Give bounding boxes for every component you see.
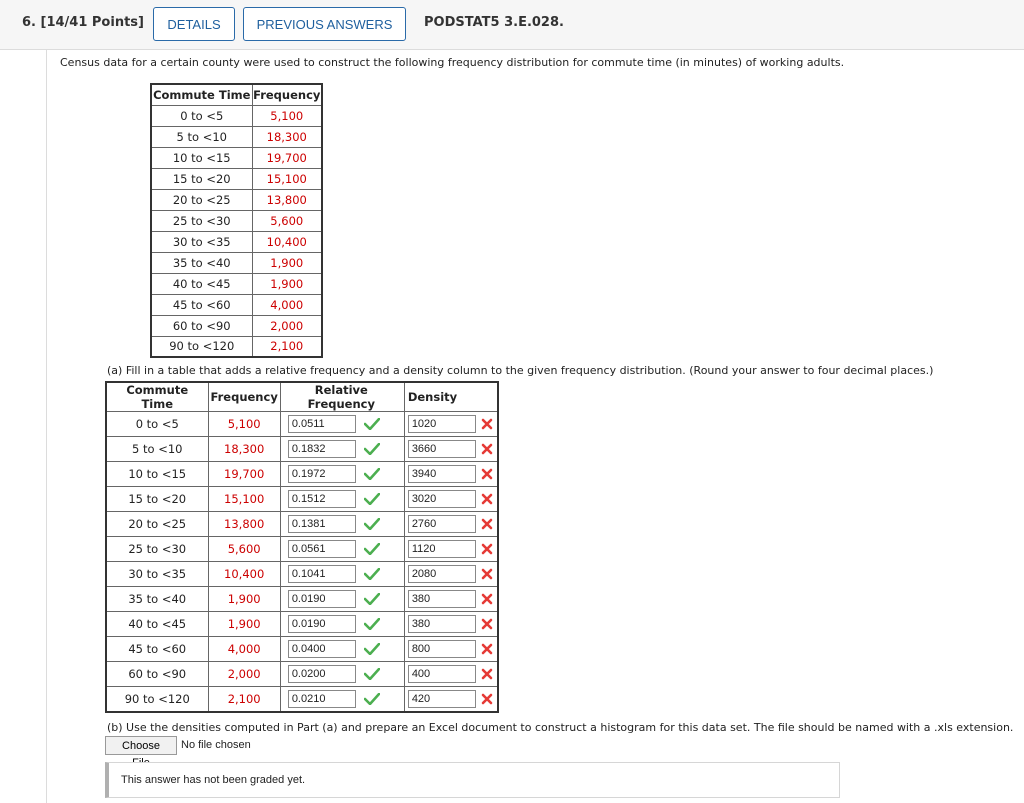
frequency-cell: 5,100: [208, 412, 280, 437]
commute-time-cell: 25 to <30: [151, 210, 252, 231]
left-divider: [46, 50, 47, 803]
commute-time-cell: 40 to <45: [106, 612, 208, 637]
commute-time-cell: 10 to <15: [106, 462, 208, 487]
commute-time-cell: 30 to <35: [151, 231, 252, 252]
relative-frequency-input[interactable]: 0.0561: [288, 540, 356, 558]
relative-frequency-input[interactable]: 0.0190: [288, 615, 356, 633]
relative-frequency-cell: [280, 637, 404, 662]
relative-frequency-cell: [280, 687, 404, 712]
frequency-cell: 13,800: [252, 189, 322, 210]
question-code: PODSTAT5 3.E.028.: [424, 15, 564, 30]
table-row: [106, 637, 498, 662]
x-icon: [481, 643, 493, 655]
frequency-cell: 5,600: [208, 537, 280, 562]
table-row: [106, 487, 498, 512]
relative-frequency-cell: [280, 437, 404, 462]
frequency-cell: 2,100: [208, 687, 280, 712]
relative-frequency-input[interactable]: 0.0400: [288, 640, 356, 658]
density-cell: [404, 412, 498, 437]
relative-frequency-cell: [280, 612, 404, 637]
density-input[interactable]: 380: [408, 590, 476, 608]
check-icon: [364, 593, 380, 605]
density-cell: [404, 462, 498, 487]
commute-time-cell: 5 to <10: [151, 126, 252, 147]
table-row: [106, 412, 498, 437]
previous-answers-button[interactable]: PREVIOUS ANSWERS: [243, 7, 406, 41]
file-status: No file chosen: [181, 739, 251, 751]
commute-time-cell: 35 to <40: [106, 587, 208, 612]
density-cell: [404, 537, 498, 562]
frequency-table: [150, 83, 323, 358]
density-input[interactable]: 1120: [408, 540, 476, 558]
density-cell: [404, 437, 498, 462]
relative-frequency-cell: [280, 462, 404, 487]
col-commute-time: Commute Time: [151, 84, 252, 105]
x-icon: [481, 518, 493, 530]
frequency-cell: 1,900: [252, 252, 322, 273]
grading-status-box: [105, 762, 840, 798]
commute-time-cell: 35 to <40: [151, 252, 252, 273]
x-icon: [481, 593, 493, 605]
commute-time-cell: 45 to <60: [151, 294, 252, 315]
table-row: [151, 126, 322, 147]
relative-frequency-input[interactable]: 0.0210: [288, 690, 356, 708]
commute-time-cell: 30 to <35: [106, 562, 208, 587]
check-icon: [364, 443, 380, 455]
frequency-cell: 1,900: [208, 587, 280, 612]
part-a-instructions: (a) Fill in a table that adds a relative frequency and a density column to the given frequency distribution. (Round your answer to four decimal places.): [107, 364, 934, 377]
commute-time-cell: 0 to <5: [106, 412, 208, 437]
commute-time-cell: 60 to <90: [151, 315, 252, 336]
density-cell: [404, 662, 498, 687]
density-input[interactable]: 3940: [408, 465, 476, 483]
check-icon: [364, 693, 380, 705]
density-cell: [404, 562, 498, 587]
table-row: [151, 336, 322, 357]
col-relative-frequency: Relative Frequency: [280, 382, 404, 412]
commute-time-cell: 15 to <20: [106, 487, 208, 512]
x-icon: [481, 618, 493, 630]
density-input[interactable]: 380: [408, 615, 476, 633]
col-frequency: Frequency: [252, 84, 322, 105]
density-input[interactable]: 1020: [408, 415, 476, 433]
table-row: [106, 612, 498, 637]
density-cell: [404, 687, 498, 712]
commute-time-cell: 0 to <5: [151, 105, 252, 126]
density-input[interactable]: 400: [408, 665, 476, 683]
table-row: [106, 587, 498, 612]
x-icon: [481, 468, 493, 480]
col-commute-time: Commute Time: [106, 382, 208, 412]
frequency-cell: 1,900: [208, 612, 280, 637]
commute-time-cell: 5 to <10: [106, 437, 208, 462]
frequency-cell: 19,700: [208, 462, 280, 487]
check-icon: [364, 668, 380, 680]
frequency-cell: 13,800: [208, 512, 280, 537]
check-icon: [364, 543, 380, 555]
commute-time-cell: 40 to <45: [151, 273, 252, 294]
density-input[interactable]: 3020: [408, 490, 476, 508]
question-number: 6. [14/41 Points]: [22, 15, 144, 30]
table-row: [151, 168, 322, 189]
check-icon: [364, 493, 380, 505]
table-row: [151, 315, 322, 336]
table-row: [151, 273, 322, 294]
density-input[interactable]: 3660: [408, 440, 476, 458]
relative-frequency-input[interactable]: 0.0200: [288, 665, 356, 683]
table-row: [106, 562, 498, 587]
density-cell: [404, 637, 498, 662]
table-row: [106, 462, 498, 487]
frequency-cell: 2,000: [252, 315, 322, 336]
relative-frequency-cell: [280, 587, 404, 612]
commute-time-cell: 20 to <25: [106, 512, 208, 537]
frequency-cell: 4,000: [252, 294, 322, 315]
table-row: [151, 210, 322, 231]
commute-time-cell: 90 to <120: [151, 336, 252, 357]
table-row: [151, 231, 322, 252]
table-row: [106, 537, 498, 562]
intro-text: Census data for a certain county were used to construct the following frequency distribution for commute time (in minutes) of working adults.: [60, 56, 845, 69]
frequency-cell: 10,400: [252, 231, 322, 252]
frequency-cell: 15,100: [208, 487, 280, 512]
frequency-cell: 2,000: [208, 662, 280, 687]
relative-frequency-cell: [280, 662, 404, 687]
commute-time-cell: 60 to <90: [106, 662, 208, 687]
frequency-cell: 19,700: [252, 147, 322, 168]
x-icon: [481, 543, 493, 555]
relative-frequency-input[interactable]: 0.1832: [288, 440, 356, 458]
frequency-cell: 10,400: [208, 562, 280, 587]
commute-time-cell: 15 to <20: [151, 168, 252, 189]
check-icon: [364, 643, 380, 655]
x-icon: [481, 693, 493, 705]
frequency-cell: 18,300: [252, 126, 322, 147]
relative-frequency-input[interactable]: 0.0190: [288, 590, 356, 608]
density-input[interactable]: 2760: [408, 515, 476, 533]
density-input[interactable]: 800: [408, 640, 476, 658]
frequency-cell: 2,100: [252, 336, 322, 357]
details-button[interactable]: DETAILS: [153, 7, 235, 41]
commute-time-cell: 10 to <15: [151, 147, 252, 168]
commute-time-cell: 25 to <30: [106, 537, 208, 562]
check-icon: [364, 568, 380, 580]
density-cell: [404, 612, 498, 637]
density-input[interactable]: 2080: [408, 565, 476, 583]
col-frequency: Frequency: [208, 382, 280, 412]
commute-time-cell: 45 to <60: [106, 637, 208, 662]
relative-frequency-input[interactable]: 0.1972: [288, 465, 356, 483]
check-icon: [364, 418, 380, 430]
col-density: Density: [404, 382, 498, 412]
relative-frequency-input[interactable]: 0.1041: [288, 565, 356, 583]
x-icon: [481, 493, 493, 505]
x-icon: [481, 568, 493, 580]
answer-table: [105, 381, 499, 713]
relative-frequency-cell: [280, 537, 404, 562]
frequency-cell: 5,600: [252, 210, 322, 231]
table-row: [106, 687, 498, 712]
check-icon: [364, 518, 380, 530]
x-icon: [481, 443, 493, 455]
relative-frequency-input[interactable]: 0.1381: [288, 515, 356, 533]
frequency-cell: 5,100: [252, 105, 322, 126]
density-cell: [404, 487, 498, 512]
relative-frequency-cell: [280, 562, 404, 587]
table-row: [106, 662, 498, 687]
density-cell: [404, 512, 498, 537]
question-header: [0, 0, 1024, 50]
part-b-instructions: (b) Use the densities computed in Part (a) and prepare an Excel document to construct a histogram for this data set. The file should be named with a .xls extension.: [107, 721, 1014, 734]
frequency-cell: 18,300: [208, 437, 280, 462]
x-icon: [481, 418, 493, 430]
table-row: [151, 252, 322, 273]
density-input[interactable]: 420: [408, 690, 476, 708]
table-row: [106, 512, 498, 537]
relative-frequency-input[interactable]: 0.0511: [288, 415, 356, 433]
x-icon: [481, 668, 493, 680]
grading-status-text: This answer has not been graded yet.: [121, 774, 306, 786]
table-row: [151, 189, 322, 210]
table-row: [151, 105, 322, 126]
table-row: [106, 437, 498, 462]
relative-frequency-cell: [280, 512, 404, 537]
check-icon: [364, 618, 380, 630]
density-cell: [404, 587, 498, 612]
relative-frequency-input[interactable]: 0.1512: [288, 490, 356, 508]
frequency-cell: 15,100: [252, 168, 322, 189]
table-row: [151, 147, 322, 168]
frequency-cell: 1,900: [252, 273, 322, 294]
choose-file-button[interactable]: Choose: [105, 736, 177, 755]
commute-time-cell: 20 to <25: [151, 189, 252, 210]
relative-frequency-cell: [280, 412, 404, 437]
table-row: [151, 294, 322, 315]
check-icon: [364, 468, 380, 480]
commute-time-cell: 90 to <120: [106, 687, 208, 712]
relative-frequency-cell: [280, 487, 404, 512]
frequency-cell: 4,000: [208, 637, 280, 662]
